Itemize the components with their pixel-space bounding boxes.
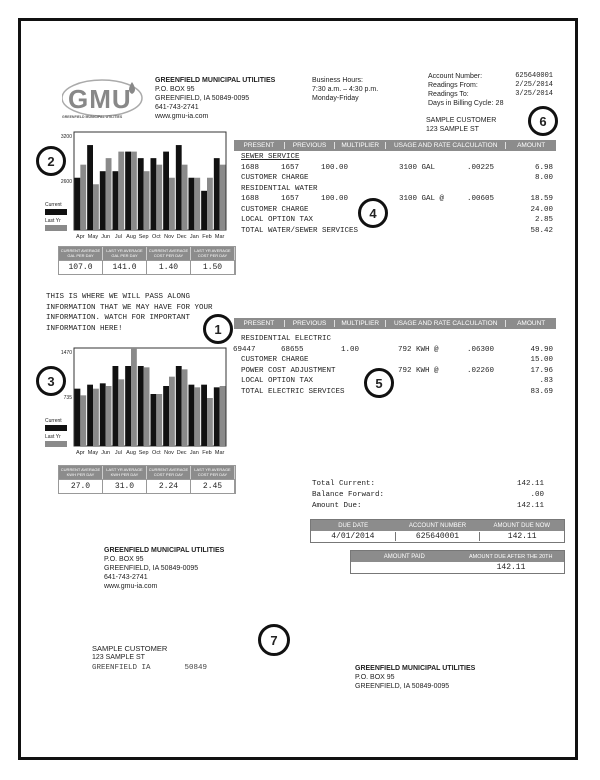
- hours-days: Monday-Friday: [312, 95, 359, 102]
- bar-current-jul: [113, 366, 119, 446]
- return-box: P.O. BOX 95: [104, 556, 144, 563]
- sewer-customer-charge: [241, 173, 553, 184]
- electric-present: 69447: [233, 345, 256, 354]
- x-tick-label: Dec: [176, 234, 187, 240]
- stat-header: LAST YR AVERAGE GAL PER DAY: [103, 247, 147, 260]
- bar-current-jan: [189, 385, 195, 446]
- electric-pca-amount: 17.96: [530, 366, 553, 375]
- bar-current-nov: [163, 152, 169, 230]
- water-customer-amount: 24.00: [530, 205, 553, 214]
- water-customer-charge: [241, 205, 553, 216]
- callout-3: 3: [36, 366, 66, 396]
- sewer-title: SEWER SERVICE: [241, 153, 300, 161]
- electric-rate: .06300: [467, 345, 495, 354]
- account-number: 625640001: [515, 72, 553, 80]
- electric-tax-amount: .83: [539, 377, 553, 385]
- legend-last-swatch-2: [45, 441, 67, 447]
- readings-to: 3/25/2014: [515, 90, 553, 98]
- table-header-multiplier: MULTIPLIER: [335, 320, 386, 327]
- billing-days-label: Days in Billing Cycle:: [428, 100, 494, 107]
- electric-details: [233, 334, 553, 397]
- bar-current-oct: [151, 158, 157, 230]
- water-amount: 18.59: [530, 195, 553, 203]
- stat-value: 1.50: [191, 260, 235, 274]
- electric-usage-chart: [44, 346, 229, 461]
- bar-last-yr-feb: [207, 178, 213, 230]
- water-legend: [45, 202, 67, 231]
- x-tick-label: Jan: [189, 450, 199, 456]
- remit-city: GREENFIELD, IA 50849-0095: [355, 683, 450, 690]
- amount-due: 142.11: [516, 502, 544, 510]
- bar-last-yr-oct: [156, 394, 162, 446]
- company-logo: [62, 78, 152, 122]
- return-address: [104, 546, 224, 591]
- water-total-amount: 58.42: [530, 226, 553, 235]
- stat-value: 31.0: [103, 479, 147, 493]
- bar-last-yr-may: [93, 389, 99, 446]
- bar-last-yr-jun: [106, 386, 112, 446]
- stat-header: LAST YR AVERAGE KWH PER DAY: [103, 466, 147, 479]
- totals-block: [312, 479, 544, 512]
- water-total: [241, 226, 553, 237]
- sewer-multiplier: 100.00: [321, 163, 349, 172]
- stat-header: CURRENT AVERAGE COST PER DAY: [147, 247, 191, 260]
- bar-last-yr-sep: [144, 171, 150, 230]
- stub-account-header: ACCOUNT NUMBER: [408, 522, 467, 529]
- bar-last-yr-dec: [182, 369, 188, 446]
- business-hours: [312, 76, 378, 103]
- bar-current-mar: [214, 158, 220, 230]
- electric-tax-label: LOCAL OPTION TAX: [241, 377, 314, 385]
- table-header-amount: AMOUNT: [517, 142, 546, 149]
- sewer-customer-amount: 8.00: [534, 174, 553, 182]
- water-title: RESIDENTIAL WATER: [241, 184, 318, 193]
- bar-last-yr-jan: [194, 178, 200, 230]
- callout-7: 7: [258, 624, 290, 656]
- x-tick-label: Mar: [214, 234, 225, 240]
- x-tick-label: Jun: [101, 450, 111, 456]
- stat-value: 1.40: [147, 260, 191, 274]
- legend-current-swatch-2: [45, 425, 67, 431]
- stat-value: 27.0: [59, 479, 103, 493]
- x-tick-label: Aug: [126, 450, 136, 456]
- electric-customer-charge: [241, 355, 553, 366]
- sewer-present: 1688: [241, 163, 260, 172]
- callout-2: 2: [36, 146, 66, 176]
- table-header-usage-and-rate-calculation: USAGE AND RATE CALCULATION: [386, 320, 506, 327]
- water-present: 1688: [241, 195, 260, 203]
- x-tick-label: Mar: [214, 450, 225, 456]
- electric-customer-amount: 15.00: [530, 356, 553, 364]
- bar-current-apr: [75, 178, 81, 230]
- bar-current-mar: [214, 387, 220, 446]
- bar-current-oct: [151, 394, 157, 446]
- stub-account-number: 625640001: [396, 532, 481, 541]
- electric-previous: 68655: [281, 345, 304, 354]
- bar-current-feb: [201, 385, 207, 446]
- stat-header: CURRENT AVERAGE COST PER DAY: [147, 466, 191, 479]
- legend-current-label-2: Current: [45, 418, 62, 424]
- x-tick-label: Sep: [138, 234, 149, 240]
- water-table-header: [234, 140, 556, 151]
- x-tick-label: Feb: [202, 450, 212, 456]
- electric-amount: 49.90: [530, 345, 553, 354]
- customer-street-top: 123 SAMPLE ST: [426, 126, 479, 133]
- stat-header: LAST YR AVERAGE COST PER DAY: [191, 466, 235, 479]
- bar-current-jun: [100, 383, 106, 446]
- table-header-amount: AMOUNT: [517, 320, 546, 327]
- bar-last-yr-apr: [80, 395, 86, 446]
- stub-due-date: 4/01/2014: [311, 532, 396, 541]
- stat-value: 2.45: [191, 479, 235, 493]
- account-info: [428, 72, 553, 109]
- sewer-usage: 3100 GAL: [399, 163, 436, 172]
- bar-last-yr-feb: [207, 398, 213, 446]
- readings-to-label: Readings To:: [428, 91, 469, 98]
- water-line: [241, 194, 553, 205]
- sewer-previous: 1657: [281, 163, 300, 172]
- electric-usage: 792 KWH @: [398, 345, 439, 354]
- mail-customer-zip: 50849: [184, 664, 208, 672]
- customer-header: [426, 116, 496, 134]
- bar-current-sep: [138, 158, 144, 230]
- bar-last-yr-jan: [194, 387, 200, 446]
- x-tick-label: Jan: [189, 234, 199, 240]
- table-header-multiplier: MULTIPLIER: [335, 142, 386, 149]
- stub-amount-now-header: AMOUNT DUE NOW: [493, 522, 551, 529]
- stub-amount-now: 142.11: [507, 532, 537, 541]
- y-tick-label: 3200: [60, 134, 72, 140]
- x-tick-label: Aug: [126, 234, 136, 240]
- bar-last-yr-oct: [156, 165, 162, 230]
- bar-current-jun: [100, 171, 106, 230]
- x-tick-label: Oct: [152, 450, 161, 456]
- stat-header: LAST YR AVERAGE COST PER DAY: [191, 247, 235, 260]
- amount-due-label: Amount Due:: [312, 502, 362, 510]
- remit-name: GREENFIELD MUNICIPAL UTILITIES: [355, 665, 476, 672]
- return-web: www.gmu-ia.com: [104, 583, 158, 590]
- remit-box: P.O. BOX 95: [355, 674, 395, 681]
- stat-header: CURRENT AVERAGE KWH PER DAY: [59, 466, 103, 479]
- hours-time: 7:30 a.m. – 4:30 p.m.: [312, 86, 379, 93]
- return-phone: 641-743-2741: [104, 574, 148, 581]
- total-current: 142.11: [516, 480, 544, 488]
- mail-customer-city: GREENFIELD IA: [92, 664, 151, 672]
- water-customer-label: CUSTOMER CHARGE: [241, 205, 309, 214]
- water-rate: .00605: [467, 195, 495, 203]
- x-tick-label: Feb: [202, 234, 212, 240]
- bar-last-yr-aug: [131, 152, 137, 230]
- bar-last-yr-may: [93, 184, 99, 230]
- x-tick-label: Jul: [114, 450, 122, 456]
- stub-amount-after-header: AMOUNT DUE AFTER THE 20TH: [468, 553, 553, 560]
- callout-6: 6: [528, 106, 558, 136]
- x-tick-label: Jun: [101, 234, 111, 240]
- mail-customer-street: 123 SAMPLE ST: [92, 654, 145, 661]
- bar-last-yr-nov: [169, 377, 175, 446]
- bar-last-yr-jun: [106, 158, 112, 230]
- stub-amount-after: 142.11: [496, 563, 526, 572]
- company-name: GREENFIELD MUNICIPAL UTILITIES: [155, 77, 276, 84]
- y-tick-label: 735: [63, 395, 72, 401]
- logo-text: GMU: [68, 84, 132, 114]
- electric-legend: [45, 418, 67, 447]
- hours-label: Business Hours:: [312, 77, 363, 84]
- bar-current-may: [87, 145, 93, 230]
- stub-due-date-header: DUE DATE: [338, 522, 369, 529]
- x-tick-label: Apr: [76, 450, 85, 456]
- electric-table-header: [234, 318, 556, 329]
- legend-current-label: Current: [45, 202, 62, 208]
- y-tick-label: 1470: [60, 350, 72, 356]
- callout-4: 4: [358, 198, 388, 228]
- stub-due-table: [310, 519, 565, 543]
- company-city: GREENFIELD, IA 50849-0095: [155, 95, 250, 102]
- stat-value: 2.24: [147, 479, 191, 493]
- balance-forward: .00: [530, 491, 544, 499]
- company-header: [155, 76, 275, 121]
- x-tick-label: Nov: [164, 234, 174, 240]
- remit-address: [355, 664, 475, 691]
- bar-current-sep: [138, 366, 144, 446]
- x-tick-label: Jul: [114, 234, 122, 240]
- electric-pca-label: POWER COST ADJUSTMENT: [241, 366, 336, 375]
- stat-header: CURRENT AVERAGE GAL PER DAY: [59, 247, 103, 260]
- bar-current-aug: [125, 366, 131, 446]
- electric-pca-usage: 792 KWH @: [398, 366, 439, 375]
- x-tick-label: Nov: [164, 450, 174, 456]
- sewer-customer-label: CUSTOMER CHARGE: [241, 174, 309, 182]
- bar-last-yr-apr: [80, 165, 86, 230]
- account-number-label: Account Number:: [428, 73, 483, 80]
- table-header-usage-and-rate-calculation: USAGE AND RATE CALCULATION: [386, 142, 506, 149]
- company-web: www.gmu-ia.com: [155, 113, 209, 120]
- logo-tagline: GREENFIELD MUNICIPAL UTILITIES: [62, 115, 123, 119]
- x-tick-label: May: [87, 450, 99, 456]
- electric-stats-table: [58, 465, 236, 494]
- bar-current-jan: [189, 178, 195, 230]
- water-tax-label: LOCAL OPTION TAX: [241, 216, 314, 224]
- bar-current-dec: [176, 366, 182, 446]
- water-stats-table: [58, 246, 236, 275]
- return-name: GREENFIELD MUNICIPAL UTILITIES: [104, 547, 225, 554]
- water-tax: [241, 215, 553, 226]
- water-previous: 1657: [281, 195, 300, 203]
- bar-last-yr-nov: [169, 178, 175, 230]
- electric-pca-rate: .02260: [467, 366, 495, 375]
- electric-multiplier: 1.00: [341, 345, 360, 354]
- mail-customer-name: SAMPLE CUSTOMER: [92, 644, 168, 653]
- electric-pca: [241, 366, 553, 377]
- table-header-present: PRESENT: [234, 320, 285, 327]
- stat-value: 141.0: [103, 260, 147, 274]
- company-phone: 641-743-2741: [155, 104, 199, 111]
- bar-current-apr: [75, 389, 81, 446]
- table-header-present: PRESENT: [234, 142, 285, 149]
- electric-title: RESIDENTIAL ELECTRIC: [241, 335, 332, 343]
- bill-message: THIS IS WHERE WE WILL PASS ALONG INFORMATION THAT WE MAY HAVE FOR YOUR INFORMATION. WATCH FOR IMPORTANT INFORMATION HERE!: [46, 293, 213, 333]
- water-multiplier: 100.00: [321, 195, 349, 203]
- readings-from: 2/25/2014: [515, 81, 553, 89]
- billing-days: 28: [495, 100, 504, 108]
- electric-line: [233, 345, 553, 356]
- company-box: P.O. BOX 95: [155, 86, 195, 93]
- electric-tax: [241, 376, 553, 387]
- sewer-rate: .00225: [467, 163, 495, 172]
- x-tick-label: May: [87, 234, 99, 240]
- bar-current-jul: [113, 171, 119, 230]
- bar-last-yr-dec: [182, 165, 188, 230]
- bar-last-yr-jul: [118, 152, 124, 230]
- bar-current-nov: [163, 386, 169, 446]
- customer-name-top: SAMPLE CUSTOMER: [426, 117, 497, 124]
- electric-total: [241, 387, 553, 398]
- water-total-label: TOTAL WATER/SEWER SERVICES: [241, 226, 359, 235]
- callout-5: 5: [364, 368, 394, 398]
- bar-last-yr-sep: [144, 367, 150, 446]
- stat-value: 107.0: [59, 260, 103, 274]
- readings-from-label: Readings From:: [428, 82, 478, 89]
- stub-paid-table: [350, 550, 565, 574]
- water-tax-amount: 2.85: [534, 216, 553, 224]
- electric-total-label: TOTAL ELECTRIC SERVICES: [241, 387, 345, 396]
- customer-mailing-address: [92, 644, 207, 673]
- sewer-amount: 6.98: [534, 163, 553, 172]
- table-header-previous: PREVIOUS: [285, 320, 336, 327]
- total-current-label: Total Current:: [312, 480, 376, 488]
- bar-last-yr-mar: [220, 386, 226, 446]
- bar-last-yr-mar: [220, 165, 226, 230]
- water-usage-chart: [44, 130, 229, 245]
- electric-total-amount: 83.69: [530, 387, 553, 396]
- x-tick-label: Oct: [152, 234, 161, 240]
- return-city: GREENFIELD, IA 50849-0095: [104, 565, 199, 572]
- sewer-line: [241, 163, 553, 174]
- stub-amount-paid-header: AMOUNT PAID: [383, 553, 425, 560]
- bar-current-may: [87, 385, 93, 446]
- callout-1: 1: [203, 314, 233, 344]
- bar-current-aug: [125, 152, 131, 230]
- legend-current-swatch: [45, 209, 67, 215]
- bar-current-dec: [176, 145, 182, 230]
- electric-customer-label: CUSTOMER CHARGE: [241, 356, 309, 364]
- legend-last-label-2: Last Yr: [45, 434, 61, 440]
- balance-forward-label: Balance Forward:: [312, 491, 385, 499]
- water-details: [241, 152, 553, 236]
- table-header-previous: PREVIOUS: [285, 142, 336, 149]
- legend-last-label: Last Yr: [45, 218, 61, 224]
- bar-last-yr-jul: [118, 379, 124, 446]
- bar-last-yr-aug: [131, 348, 137, 446]
- x-tick-label: Apr: [76, 234, 85, 240]
- water-usage: 3100 GAL @: [399, 195, 445, 203]
- x-tick-label: Sep: [138, 450, 149, 456]
- y-tick-label: 2600: [60, 179, 72, 185]
- x-tick-label: Dec: [176, 450, 187, 456]
- bar-current-feb: [201, 191, 207, 230]
- legend-last-swatch: [45, 225, 67, 231]
